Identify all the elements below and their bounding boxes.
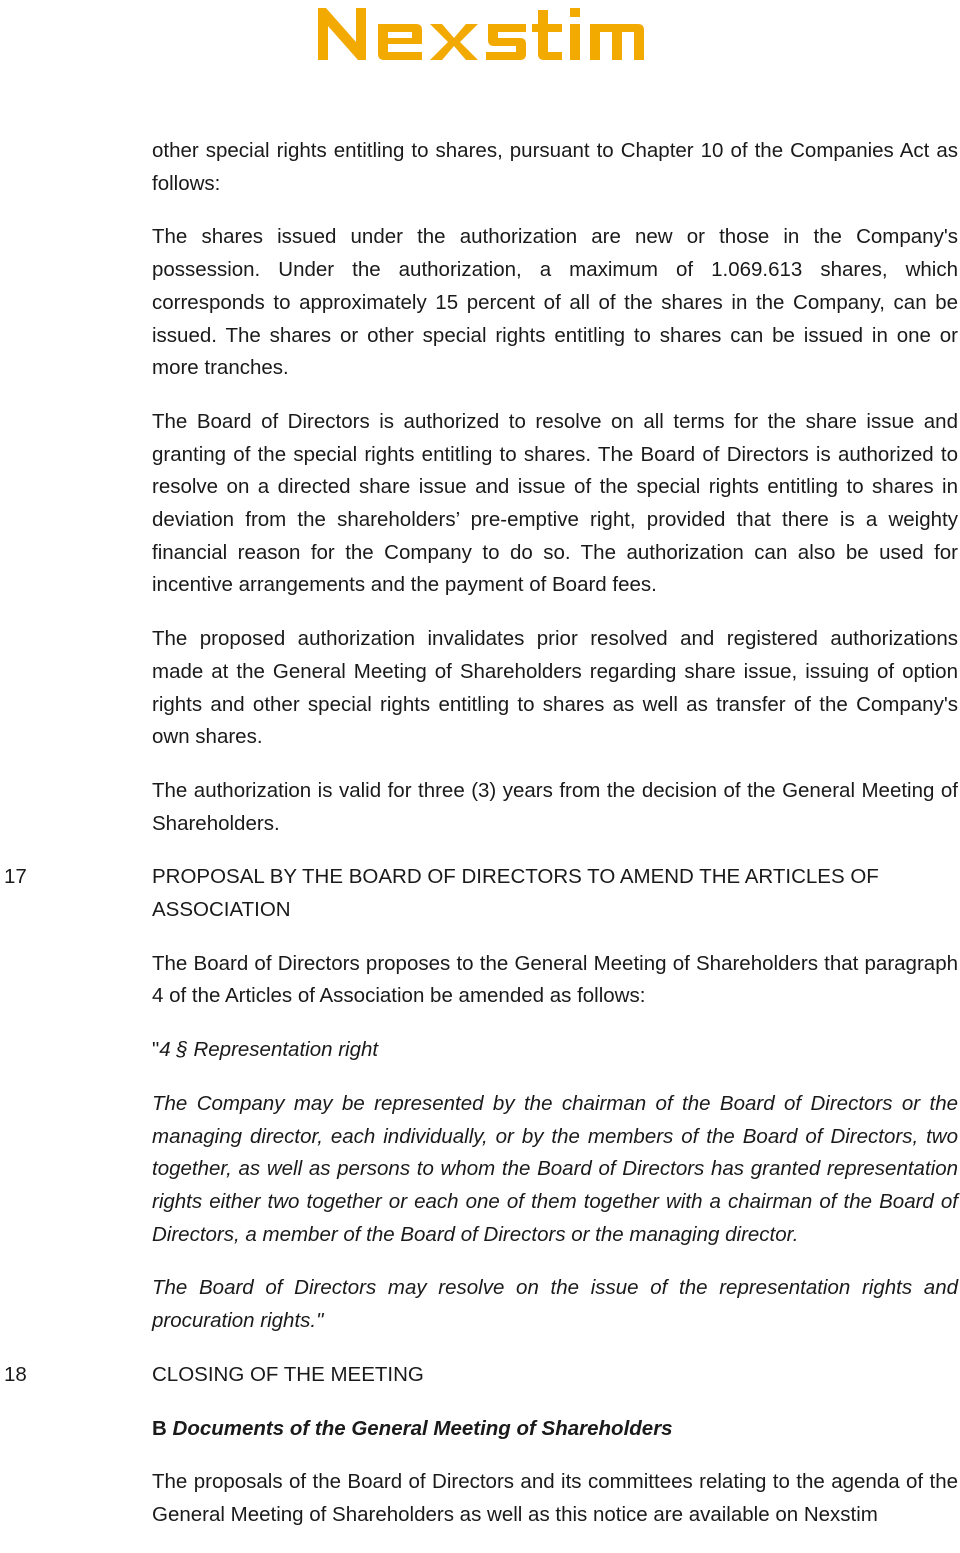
quote-open-mark: " <box>152 1038 160 1062</box>
section-b-letter: B <box>152 1416 167 1440</box>
paragraph-share-issue: The shares issued under the authorization are new or those in the Company's possession. Under the authorization, a maximum of 1.069.613 shares, which corresponds to approximately 15 percent of all of the shares in the Company, can be issued. The shares or other special rights entitling to shares can be issued in one or more tranches. <box>152 225 958 380</box>
nexstim-logo <box>312 2 648 64</box>
nexstim-logo-graphic <box>312 2 648 64</box>
paragraph-validity: The authorization is valid for three (3) years from the decision of the General Meeting of Shareholders. <box>152 778 958 835</box>
section-b-heading <box>152 1413 958 1446</box>
paragraph-amend-proposal: The Board of Directors proposes to the General Meeting of Shareholders that paragraph 4 of the Articles of Association be amended as follows: <box>152 951 958 1008</box>
paragraph-documents-availability: The proposals of the Board of Directors and its committees relating to the agenda of the General Meeting of Shareholders as well as this notice are available on Nexstim <box>152 1470 958 1526</box>
paragraph-invalidation: The proposed authorization invalidates prior resolved and registered authorizations made at the General Meeting of Shareholders regarding share issue, issuing of option rights and other special rights entitling to shares as well as transfer of the Company's own shares. <box>152 627 958 749</box>
section-18-number: 18 <box>4 1362 27 1386</box>
section-17-heading <box>4 861 958 926</box>
quote-title-text: 4 § Representation right <box>159 1038 379 1062</box>
quote-paragraph-representation: The Company may be represented by the chairman of the Board of Directors or the managing director, each individually, or by the members of the Board of Directors, two together, as well as persons to whom the Board of Directors has granted representation rights either two together or each one of them together with a chairman of the Board of Directors, a member of the Board of Directors or the managing director. <box>152 1091 958 1246</box>
section-17-number: 17 <box>4 865 27 889</box>
section-b-title: Documents of the General Meeting of Shareholders <box>172 1416 673 1440</box>
quote-paragraph-procuration <box>152 1272 958 1337</box>
paragraph-board-authorization: The Board of Directors is authorized to resolve on all terms for the share issue and granting of the special rights entitling to shares. The Board of Directors is authorized to resolve on a directed share issue and issue of the special rights entitling to shares in deviation from the shareholders’ pre-emptive right, provided that there is a weighty financial reason for the Company to do so. The authorization can also be used for incentive arrangements and the payment of Board fees. <box>152 409 958 597</box>
paragraph-intro: other special rights entitling to shares, pursuant to Chapter 10 of the Companies Act as follows: <box>152 139 958 195</box>
section-18-heading <box>4 1359 958 1392</box>
section-18-title: CLOSING OF THE MEETING <box>152 1362 424 1386</box>
quote-paragraph-procuration-text: The Board of Directors may resolve on the issue of the representation rights and procuration rights. <box>152 1276 958 1333</box>
quote-close-mark: " <box>316 1309 324 1333</box>
document-body <box>4 135 958 1553</box>
quote-title <box>152 1034 958 1067</box>
section-17-title: PROPOSAL BY THE BOARD OF DIRECTORS TO AMEND THE ARTICLES OF ASSOCIATION <box>152 865 879 922</box>
